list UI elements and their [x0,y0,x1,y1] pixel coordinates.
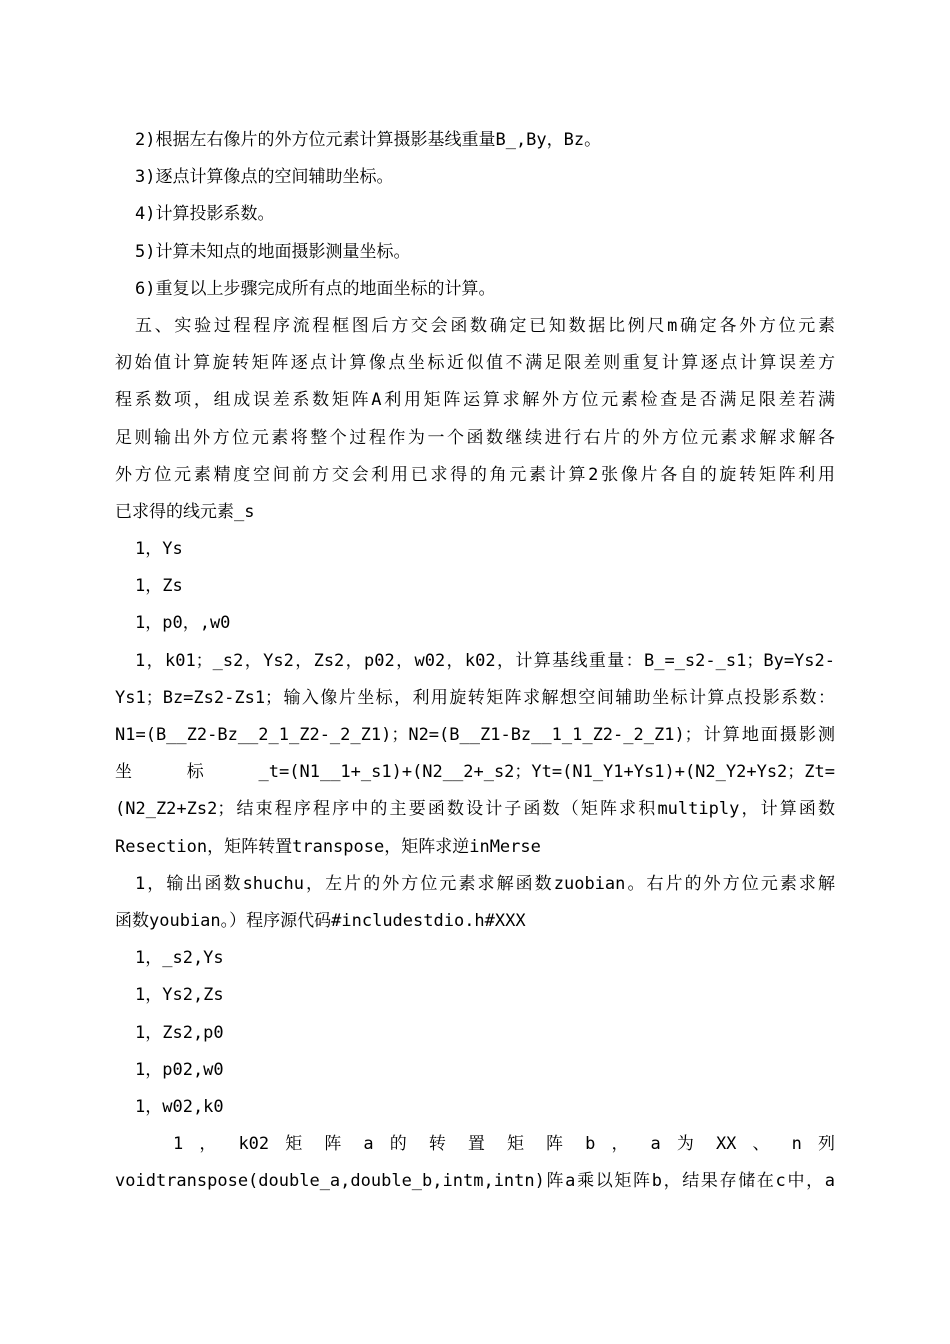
paragraph-line: 1，k01；_s2，Ys2，Zs2，p02，w02，k02，计算基线重量：B_=_s2-_s1；By=Ys2- [135,650,835,671]
paragraph-line: (N2_Z2+Zs2；结束程序程序中的主要函数设计子函数（矩阵求积multiply，计算函数 [115,799,835,820]
step-4-line: 4)计算投影系数。 [135,204,275,225]
list-line: 1，w02,k0 [135,1096,224,1117]
list-line: 1，Zs2,p0 [135,1022,224,1043]
paragraph-line: 足则输出外方位元素将整个过程作为一个函数继续进行右片的外方位元素求解求解各 [115,427,835,448]
paragraph-line: 坐标_t=(N1__1+_s1)+(N2__2+_s2；Yt=(N1_Y1+Ys1)+(N2_Y2+Ys2；Zt= [115,762,835,783]
step-6-line: 6)重复以上步骤完成所有点的地面坐标的计算。 [135,278,496,299]
paragraph-line: 函数youbian。）程序源代码#includestdio.h#XXX [115,910,526,931]
paragraph-line: N1=(B__Z2-Bz__2_1_Z2-_2_Z1)；N2=(B__Z1-Bz__1_1_Z2-_2_Z1)；计算地面摄影测 [115,725,835,745]
list-line: 1，Ys2,Zs [135,985,224,1006]
step-2-line: 2)根据左右像片的外方位元素计算摄影基线重量B_,By，Bz。 [135,130,602,150]
list-line: 1，Ys [135,539,183,560]
step-5-line: 5)计算未知点的地面摄影测量坐标。 [135,241,411,262]
paragraph-line: 1 ， k02 矩 阵 a 的 转 置 矩 阵 b ， a 为 XX 、 n 列 [173,1134,835,1155]
list-line: 1，_s2,Ys [135,948,224,969]
paragraph-line: 1，输出函数shuchu，左片的外方位元素求解函数zuobian。右片的外方位元素求解 [135,873,835,894]
section-5-heading-line: 五、实验过程程序流程框图后方交会函数确定已知数据比例尺m确定各外方位元素 [135,315,835,336]
paragraph-line: 初始值计算旋转矩阵逐点计算像点坐标近似值不满足限差则重复计算逐点计算误差方 [115,353,835,374]
list-line: 1，p0，,w0 [135,613,231,634]
paragraph-line: 程系数项，组成误差系数矩阵A利用矩阵运算求解外方位元素检查是否满足限差若满 [115,390,835,411]
paragraph-line: Resection，矩阵转置transpose，矩阵求逆inMerse [115,836,541,857]
step-3-line: 3)逐点计算像点的空间辅助坐标。 [135,167,394,188]
paragraph-line: 已求得的线元素_s [115,501,255,522]
list-line: 1，Zs [135,576,183,597]
document-body [115,122,835,1200]
paragraph-line: 外方位元素精度空间前方交会利用已求得的角元素计算2张像片各自的旋转矩阵利用 [115,464,835,485]
list-line: 1，p02,w0 [135,1059,224,1080]
paragraph-line: Ys1；Bz=Zs2-Zs1；输入像片坐标，利用旋转矩阵求解想空间辅助坐标计算点投影系数： [115,687,835,708]
paragraph-line: voidtranspose(double_a,double_b,intm,intn)阵a乘以矩阵b，结果存储在c中，a [115,1171,835,1192]
